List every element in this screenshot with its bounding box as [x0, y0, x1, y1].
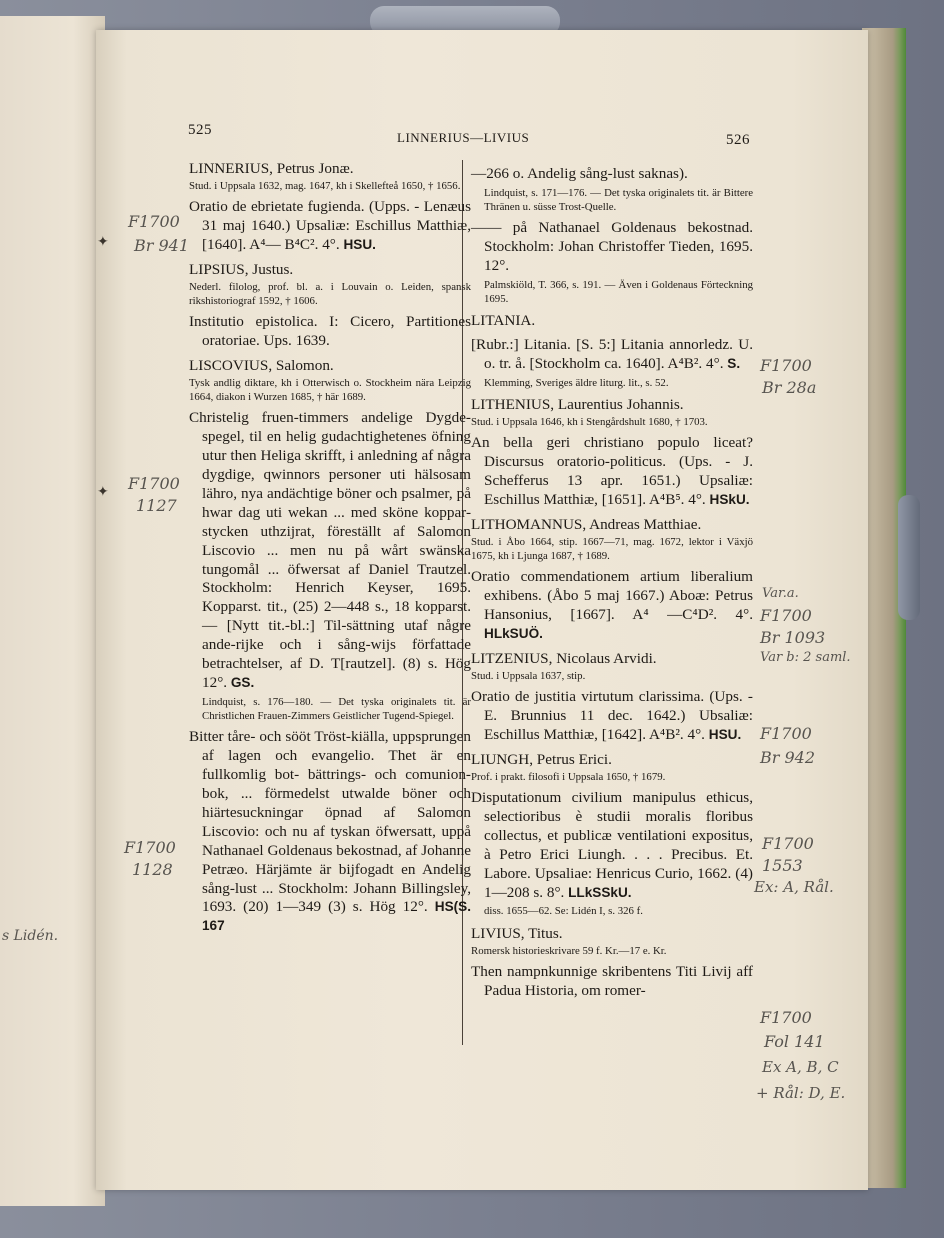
entry-note: Palmskiöld, T. 366, s. 191. — Även i Goldenaus Förteckning 1695.: [484, 279, 753, 306]
author-heading: LITHOMANNUS, Andreas Matthiae.: [471, 516, 702, 534]
hand-note: Ex: A, Rål.: [754, 878, 834, 896]
left-column: [189, 160, 471, 936]
author-heading: LITHENIUS, Laurentius Johannis.: [471, 396, 684, 414]
hand-shelfmark: 1127: [136, 496, 177, 515]
bibliographic-entry: [471, 688, 753, 745]
pencil-mark: ✦: [97, 485, 109, 500]
author-bio: Tysk andlig diktare, kh i Otterwisch o. Stockheim nära Leipzig 1664, diakon i Wurzen 1685, † här 1689.: [189, 376, 471, 404]
author-heading: LITZENIUS, Nicolaus Arvidi.: [471, 650, 657, 668]
author-heading: LIPSIUS, Justus.: [189, 260, 294, 278]
page-number-left: 525: [188, 122, 212, 138]
hand-shelfmark: F1700: [128, 474, 180, 493]
entry-note: Lindquist, s. 176—180. — Det tyska originalets tit. är Christlichen Frauen-Zimmers Geistlicher Tugend-Spiegel.: [202, 695, 471, 723]
hand-shelfmark: F1700: [760, 606, 812, 625]
hand-shelfmark: F1700: [762, 834, 814, 853]
holding-code: HSkU.: [709, 492, 750, 508]
author-heading: LIUNGH, Petrus Erici.: [471, 750, 612, 768]
hand-shelfmark: F1700: [124, 838, 176, 857]
author-bio: Stud. i Åbo 1664, stip. 1667—71, mag. 1672, lektor i Växjö 1675, kh i Ljunga 1687, † 1689.: [471, 536, 753, 563]
running-title: LINNERIUS—LIVIUS: [397, 130, 530, 145]
hand-note: Ex A, B, C: [762, 1058, 839, 1076]
pencil-mark: ✦: [97, 235, 109, 250]
hand-shelfmark: F1700: [760, 356, 812, 375]
author-bio: Prof. i prakt. filosofi i Uppsala 1650, † 1679.: [471, 770, 666, 783]
bibliographic-entry: [471, 568, 753, 644]
bibliographic-entry: [189, 313, 471, 351]
entry-text: [Rubr.:] Litania. [S. 5:] Litania annorledz. U. o. tr. å. [Stockholm ca. 1640]. A⁴B². 4°.: [471, 336, 753, 373]
hand-shelfmark: F1700: [760, 724, 812, 743]
holding-code: HS(S. 167: [202, 899, 472, 934]
holding-code: S.: [727, 356, 741, 372]
left-page-edge: [0, 16, 105, 1206]
author-bio: Romersk historieskrivare 59 f. Kr.—17 e. Kr.: [471, 944, 667, 957]
right-column: [471, 160, 753, 1001]
side-clip: [898, 495, 920, 620]
author-heading: LIVIUS, Titus.: [471, 924, 563, 942]
entry-text: Christelig fruen-timmers andelige Dygde-spegel, til en helig gudachtighetenes öfning utur then Heliga skrifft, i anledning af några dygdige, qwinnors personer uti hälsosam lähro, nya andächtige böner och psalmer, på hwar dag uti wekan ... med sköne koppar-stycken uthzijrat, föreställt af Salomon Liscovio ... men nu på wårt swänska tungomål ... öfwersat af Daniel Trautzel. Stockholm: Henrich Keyser, 1695. Kopparst. tit., (25) 2—448 s., 18 kopparst. — [Nytt tit.-bl.:] Til-sättning utaf någre ande-rijke och i sång-wijs författade betrachtelser, af D. T[rautzel]. (8) s. Hög 12°.: [189, 409, 471, 691]
author-bio: Stud. i Uppsala 1637, stip.: [471, 669, 586, 682]
entry-text: Oratio de justitia virtutum clarissima. (Ups. - E. Brunnius 11 dec. 1642.) Ubsaliæ: Eschillus Matthiæ, [1642]. A⁴B². 4°.: [471, 688, 753, 743]
page-number-right: 526: [726, 132, 750, 148]
bibliographic-entry: [189, 728, 471, 936]
entry-text: Bitter tåre- och sööt Tröst-kiälla, uppsprungen af lagen och evangelio. Thet är en fullkomlig bot- bättrings- och comunion-bok, ... förmedelst utwalde böner och hiärtesuckningar öpnad af Salomon Liscovio: och nu af tyskan öfwersatt, uppå Nathanael Goldenaus bekostnad, af Johanne Petræo. Härjämte är bijfogadt en Andelig sång-lust ... Stockholm: Johann Billingsley, 1693. (20) 1—349 (3) s. Hög 12°.: [189, 728, 471, 916]
entry-text: —266 o. Andelig sång-lust saknas).: [471, 165, 688, 182]
holding-code: LLkSSkU.: [568, 884, 632, 900]
hand-shelfmark: F1700: [760, 1008, 812, 1027]
author-bio: Stud. i Uppsala 1646, kh i Stengårdshult 1680, † 1703.: [471, 416, 708, 429]
bibliographic-entry: [471, 963, 753, 1001]
author-bio: Nederl. filolog, prof. bl. a. i Louvain o. Leiden, spansk rikshistoriograf 1592, † 1606.: [189, 280, 471, 307]
author-heading: LISCOVIUS, Salomon.: [189, 356, 334, 374]
entry-note: Klemming, Sveriges äldre liturg. lit., s. 52.: [484, 377, 669, 390]
holding-code: GS.: [230, 674, 255, 690]
entry-text: Institutio epistolica. I: Cicero, Partitiones oratoriae. Ups. 1639.: [189, 313, 471, 350]
hand-shelfmark: Fol 141: [764, 1032, 825, 1051]
holding-code: HLkSUÖ.: [484, 626, 543, 642]
holding-code: HSU.: [708, 726, 742, 742]
hand-shelfmark: 1553: [762, 856, 803, 875]
hand-shelfmark: 1128: [132, 860, 173, 879]
bibliographic-entry: [189, 409, 471, 693]
hand-shelfmark: Br 941: [134, 236, 190, 255]
entry-text: Oratio de ebrietate fugienda. (Upps. - Lenæus 31 maj 1640.) Upsaliæ: Eschillus Matthiæ, [1640]. A⁴— B⁴C². 4°.: [189, 198, 471, 253]
author-bio: Stud. i Uppsala 1632, mag. 1647, kh i Skellefteå 1650, † 1656.: [189, 179, 461, 192]
entry-text: —— på Nathanael Goldenaus bekostnad. Stockholm: Johan Christoffer Tieden, 1695. 12°.: [471, 219, 753, 275]
hand-note: Var b: 2 saml.: [760, 650, 851, 665]
entry-note: diss. 1655—62. Se: Lidén I, s. 326 f.: [484, 905, 643, 918]
hand-shelfmark: Br 942: [760, 748, 816, 767]
bibliographic-entry: [471, 219, 753, 276]
bibliographic-entry: [471, 165, 753, 184]
hand-shelfmark: Br 1093: [760, 628, 826, 647]
hand-shelfmark: Br 28a: [762, 378, 817, 397]
holding-code: HSU.: [343, 236, 376, 252]
bibliographic-entry: [471, 434, 753, 510]
entry-text: Oratio commendationem artium liberalium exhibens. (Åbo 5 maj 1667.) Aboæ: Petrus Hansonius, [1667]. A⁴ —C⁴D². 4°.: [471, 568, 753, 624]
author-heading: LINNERIUS, Petrus Jonæ.: [189, 160, 354, 177]
bibliographic-entry: [189, 198, 471, 255]
hand-note: Var.a.: [762, 586, 799, 601]
hand-shelfmark: F1700: [128, 212, 180, 231]
hand-note: s Lidén.: [2, 928, 59, 944]
hand-note: + Rål: D, E.: [756, 1084, 846, 1102]
entry-text: Then nampnkunnige skribentens Titi Livij aff Padua Historia, om romer-: [471, 962, 753, 999]
entry-note: Lindquist, s. 171—176. — Det tyska originalets tit. är Bittere Thränen u. süsse Trost-Quelle.: [484, 186, 753, 214]
entry-text: An bella geri christiano populo liceat? Discursus oratorio-politicus. (Ups. - J. Schefferus 13 apr. 1651.) Upsaliæ: Eschillus Matthiæ, [1651]. A⁴B⁵. 4°.: [471, 434, 753, 509]
bibliographic-entry: [471, 789, 753, 902]
entry-text: Disputationum civilium manipulus ethicus, selectioribus è studii moralis floribus collectus, et publicæ ventilationi expositus, à Petro Erici Liungh. . . . Precibus. Et. Labore. Upsaliae: Henricus Curio, 1662. (4) 1—208 s. 8°.: [471, 788, 753, 901]
bibliographic-entry: [471, 336, 753, 374]
author-heading: LITANIA.: [471, 312, 536, 330]
